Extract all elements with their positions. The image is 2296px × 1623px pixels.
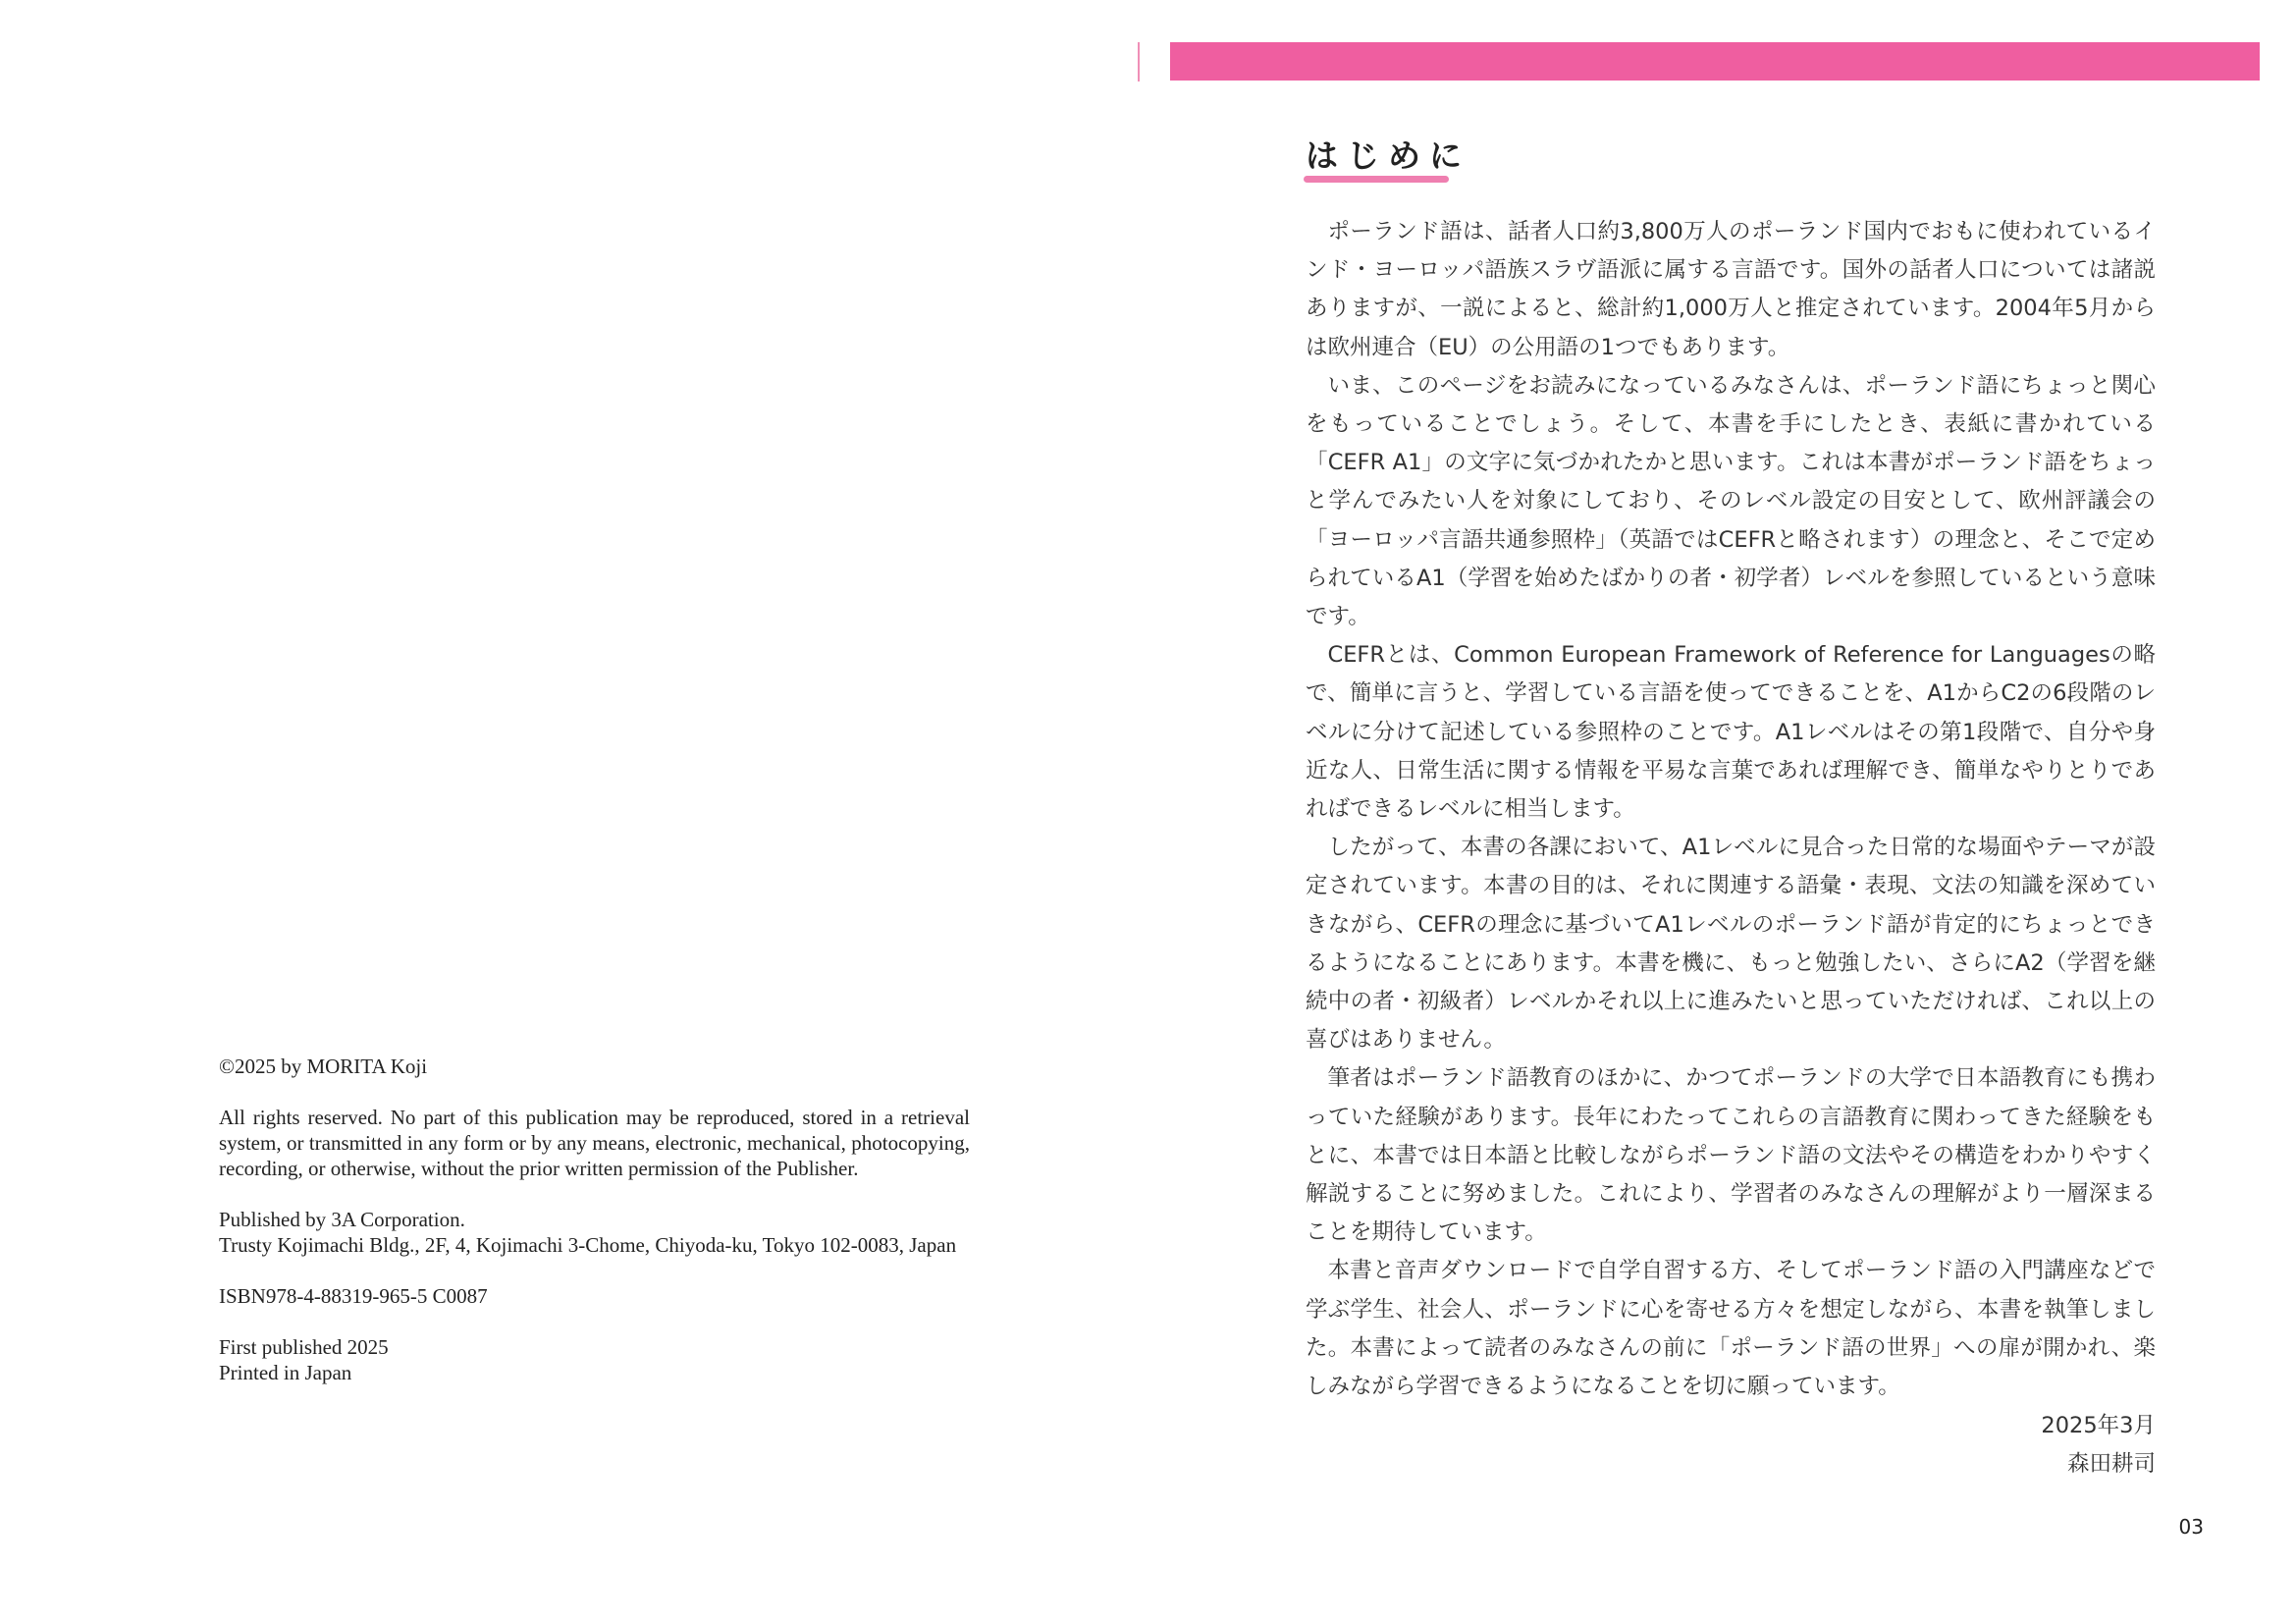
publisher-address: Trusty Kojimachi Bldg., 2F, 4, Kojimachi 3-Chome, Chiyoda-ku, Tokyo 102-0083, Japan	[219, 1233, 957, 1257]
page-number: 03	[2178, 1515, 2204, 1539]
preface-author: 森田耕司	[2066, 1451, 2156, 1478]
first-published: First published 2025	[219, 1335, 389, 1359]
spread-divider	[1138, 42, 1140, 81]
rights-statement: All rights reserved. No part of this publication may be reproduced, stored in a retrieval system, or transmitted in any form or by any means, electronic, mechanical, photocopying, recording, or otherwise, without the prior written permission of the Publisher.	[219, 1106, 970, 1180]
publisher-block	[219, 1207, 970, 1258]
header-accent-bar	[1170, 42, 2260, 81]
edition-block	[219, 1334, 970, 1385]
copyright-line: ©2025 by MORITA Koji	[219, 1055, 428, 1078]
preface-paragraph: いま、このページをお読みになっているみなさんは、ポーランド語にちょっと関心をもっていることでしょう。そして、本書を手にしたとき、表紙に書かれている「CEFR A1」の文字に気づかれたかと思います。これは本書がポーランド語をちょっと学んでみたい人を対象にしており、そのレベル設定の目安として、欧州評議会の「ヨーロッパ言語共通参照枠」（英語ではCEFRと略されます）の理念と、そこで定められているA1（学習を始めたばかりの者・初学者）レベルを参照しているという意味です。	[1306, 372, 2156, 630]
copyright-page	[219, 1054, 970, 1411]
preface-paragraph: CEFRとは、Common European Framework of Reference for Languagesの略で、簡単に言うと、学習している言語を使ってできることを、A1からC2の6段階のレベルに分けて記述している参照枠のことです。A1レベルはその第1段階で、自分や身近な人、日常生活に関する情報を平易な言葉であれば理解でき、簡単なやりとりであればできるレベルに相当します。	[1306, 642, 2156, 823]
preface-paragraph: したがって、本書の各課において、A1レベルに見合った日常的な場面やテーマが設定されています。本書の目的は、それに関連する語彙・表現、文法の知識を深めていきながら、CEFRの理念に基づいてA1レベルのポーランド語が肯定的にちょっとできるようになることにあります。本書を機に、もっと勉強したい、さらにA2（学習を継続中の者・初級者）レベルかそれ以上に進みたいと思っていただければ、これ以上の喜びはありません。	[1306, 835, 2156, 1054]
preface-paragraph: ポーランド語は、話者人口約3,800万人のポーランド国内でおもに使われているインド・ヨーロッパ語族スラヴ語派に属する言語です。国外の話者人口については諸説ありますが、一説によると、総計約1,000万人と推定されています。2004年5月からは欧州連合（EU）の公用語の1つでもあります。	[1306, 219, 2156, 360]
title-underline	[1304, 176, 1449, 183]
printed-in: Printed in Japan	[219, 1361, 352, 1384]
publisher-name: Published by 3A Corporation.	[219, 1208, 465, 1231]
isbn: ISBN978-4-88319-965-5 C0087	[219, 1284, 488, 1308]
preface-paragraph: 筆者はポーランド語教育のほかに、かつてポーランドの大学で日本語教育にも携わっていた経験があります。長年にわたってこれらの言語教育に関わってきた経験をもとに、本書では日本語と比較しながらポーランド語の文法やその構造をわかりやすく解説することに努めました。これにより、学習者のみなさんの理解がより一層深まることを期待しています。	[1306, 1065, 2156, 1246]
preface-date: 2025年3月	[2041, 1413, 2156, 1438]
preface-paragraph: 本書と音声ダウンロードで自学自習する方、そしてポーランド語の入門講座などで学ぶ学生、社会人、ポーランドに心を寄せる方々を想定しながら、本書を執筆しました。本書によって読者のみなさんの前に「ポーランド語の世界」への扉が開かれ、楽しみながら学習できるようになることを切に願っています。	[1306, 1258, 2156, 1400]
preface-body	[1306, 213, 2156, 1406]
signoff	[1865, 1407, 2156, 1484]
preface-title: はじめに	[1306, 136, 1470, 175]
